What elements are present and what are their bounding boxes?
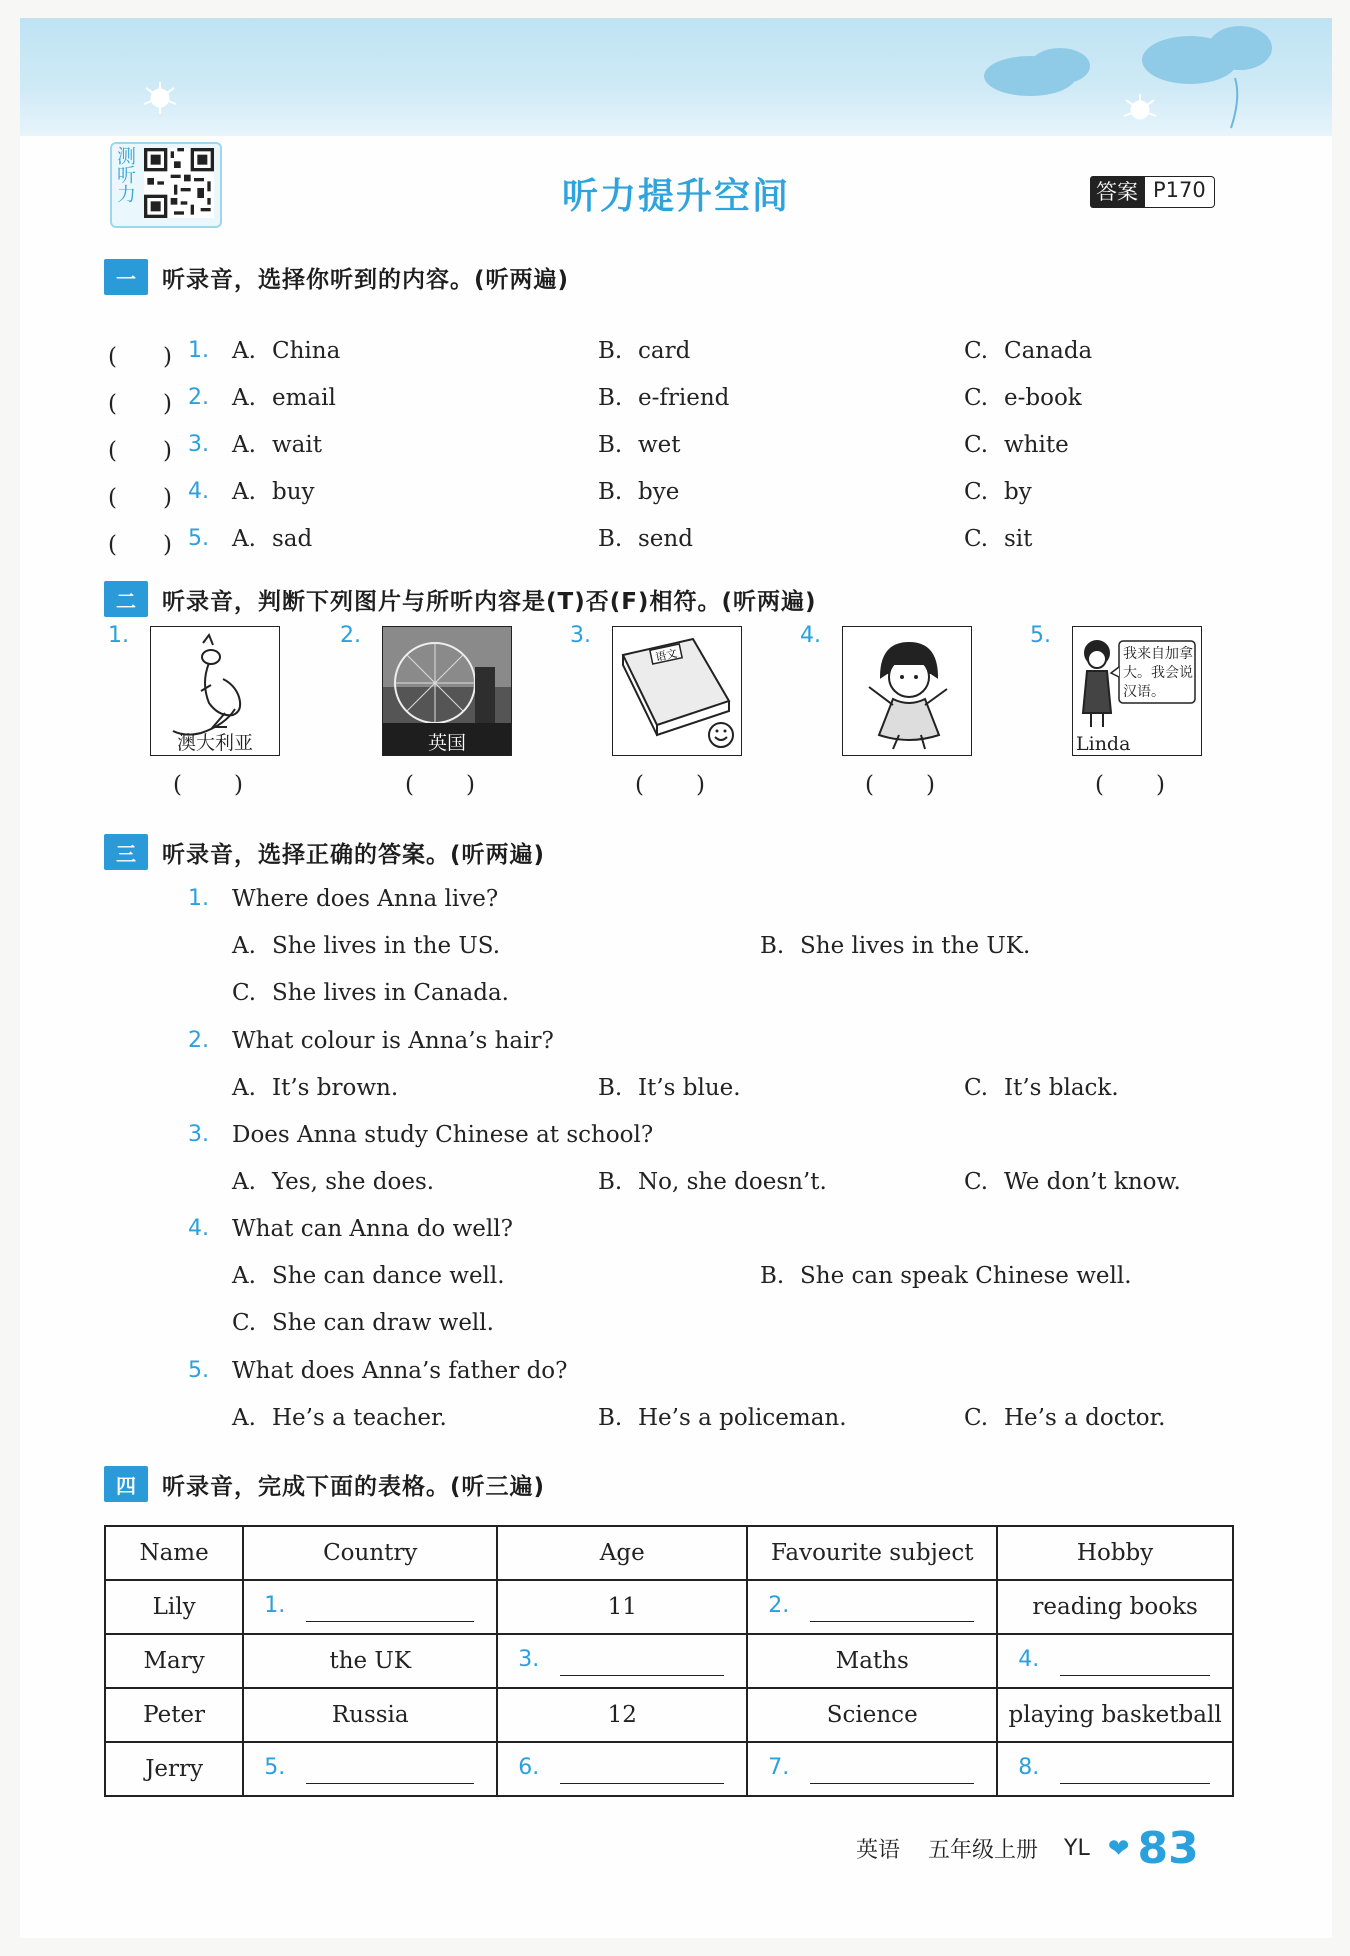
option-letter: B. xyxy=(598,1169,623,1195)
option-text: sit xyxy=(1004,526,1033,552)
option-b[interactable] xyxy=(598,526,693,552)
answer-paren[interactable]: ( ) xyxy=(108,485,172,511)
option-c[interactable] xyxy=(964,338,1092,364)
picture-4-number: 4. xyxy=(800,623,821,648)
cell-subject: Science xyxy=(747,1688,997,1742)
picture-5-answer-paren[interactable]: ( ) xyxy=(1095,772,1167,798)
cell-name: Lily xyxy=(105,1580,243,1634)
picture-3-answer-paren[interactable]: ( ) xyxy=(635,772,707,798)
banner-illustration xyxy=(20,18,1332,136)
cell-age: 11 xyxy=(497,1580,747,1634)
question-number: 4. xyxy=(188,479,209,504)
option-a[interactable] xyxy=(232,479,315,505)
option-letter: C. xyxy=(964,432,989,458)
option-text: white xyxy=(1004,432,1069,458)
footer-edition: YL xyxy=(1064,1836,1090,1861)
option-text: buy xyxy=(272,479,315,505)
option-text: send xyxy=(638,526,693,552)
option-text: No, she doesn’t. xyxy=(638,1169,827,1195)
picture-3-book xyxy=(612,626,742,756)
option-letter: C. xyxy=(964,1169,989,1195)
option-letter: B. xyxy=(598,432,623,458)
option-c[interactable] xyxy=(964,1405,1165,1431)
picture-2-caption: 英国 xyxy=(427,732,466,754)
option-c[interactable] xyxy=(964,1075,1119,1101)
answer-paren[interactable]: ( ) xyxy=(108,532,172,558)
footer-grade: 五年级上册 xyxy=(928,1838,1039,1863)
cell-age: 12 xyxy=(497,1688,747,1742)
cell-hobby: playing basketball xyxy=(997,1688,1233,1742)
option-text: She lives in the US. xyxy=(272,933,501,959)
section-4-number: 四 xyxy=(104,1466,148,1502)
section-4-instruction: 听录音，完成下面的表格。(听三遍) xyxy=(162,1473,546,1500)
answer-line[interactable] xyxy=(810,1783,974,1784)
table-row xyxy=(105,1634,1233,1688)
blank-number: 8. xyxy=(1018,1755,1040,1780)
cell-name: Mary xyxy=(105,1634,243,1688)
option-letter: A. xyxy=(232,338,256,364)
option-letter: B. xyxy=(598,1075,623,1101)
option-letter: B. xyxy=(760,933,785,959)
option-letter: C. xyxy=(964,479,989,505)
cell-age-blank[interactable] xyxy=(497,1742,747,1796)
option-text: bye xyxy=(638,479,680,505)
question-text: Does Anna study Chinese at school? xyxy=(232,1122,654,1148)
header-favourite-subject: Favourite subject xyxy=(747,1526,997,1580)
answer-reference xyxy=(1090,176,1215,208)
option-text: He’s a policeman. xyxy=(638,1405,847,1431)
picture-1-number: 1. xyxy=(108,623,129,648)
section-4-header xyxy=(104,1465,545,1503)
option-letter: B. xyxy=(598,526,623,552)
section-2-number: 二 xyxy=(104,581,148,617)
section-2-header xyxy=(104,580,816,618)
header-name: Name xyxy=(105,1526,243,1580)
option-letter: A. xyxy=(232,432,256,458)
cell-country-blank[interactable] xyxy=(243,1580,497,1634)
option-letter: A. xyxy=(232,385,256,411)
option-letter: C. xyxy=(232,1310,257,1336)
option-b[interactable] xyxy=(598,385,729,411)
section-1-instruction: 听录音，选择你听到的内容。(听两遍) xyxy=(162,266,570,293)
option-letter: C. xyxy=(964,1075,989,1101)
question-number: 2. xyxy=(188,385,209,410)
option-b[interactable] xyxy=(760,1263,1132,1289)
question-number: 5. xyxy=(188,526,209,551)
cell-name: Jerry xyxy=(105,1742,243,1796)
picture-2-answer-paren[interactable]: ( ) xyxy=(405,772,477,798)
question-number: 1. xyxy=(188,338,209,363)
option-a[interactable] xyxy=(232,432,322,458)
answer-label: 答案 xyxy=(1090,176,1144,208)
option-text: e-friend xyxy=(638,385,730,411)
answer-line[interactable] xyxy=(306,1621,474,1622)
option-letter: C. xyxy=(964,526,989,552)
option-text: It’s blue. xyxy=(638,1075,741,1101)
footer-subject: 英语 xyxy=(856,1838,901,1863)
blank-number: 7. xyxy=(768,1755,790,1780)
picture-1-answer-paren[interactable]: ( ) xyxy=(173,772,245,798)
page-title: 听力提升空间 xyxy=(561,176,790,217)
answer-page: P170 xyxy=(1144,176,1215,208)
table-header-row xyxy=(105,1526,1233,1580)
cell-subject-blank[interactable] xyxy=(747,1580,997,1634)
section-3-header xyxy=(104,833,545,871)
option-a[interactable] xyxy=(232,526,312,552)
cell-country: the UK xyxy=(243,1634,497,1688)
cell-hobby-blank[interactable] xyxy=(997,1742,1233,1796)
table-row xyxy=(105,1742,1233,1796)
option-letter: A. xyxy=(232,1263,256,1289)
answer-paren[interactable]: ( ) xyxy=(108,344,172,370)
header-banner xyxy=(20,18,1332,136)
option-c[interactable] xyxy=(232,1310,494,1336)
question-number: 2. xyxy=(188,1028,209,1053)
answer-line[interactable] xyxy=(1060,1783,1210,1784)
book-label: 语文 xyxy=(654,646,679,665)
option-letter: A. xyxy=(232,526,256,552)
option-text: card xyxy=(638,338,691,364)
option-c[interactable] xyxy=(964,432,1069,458)
worksheet-page xyxy=(20,18,1332,1938)
blank-number: 6. xyxy=(518,1755,540,1780)
cell-name: Peter xyxy=(105,1688,243,1742)
qr-label: 测听力 xyxy=(114,146,136,203)
table-row xyxy=(105,1688,1233,1742)
picture-5-speech-bubble: 我来自加拿大。我会说汉语。 xyxy=(1123,646,1193,700)
option-text: It’s brown. xyxy=(272,1075,399,1101)
option-text: He’s a doctor. xyxy=(1004,1405,1166,1431)
picture-5-number: 5. xyxy=(1030,623,1051,648)
option-a[interactable] xyxy=(232,1405,447,1431)
picture-4-girl xyxy=(842,626,972,756)
answer-line[interactable] xyxy=(560,1783,724,1784)
option-letter: C. xyxy=(232,980,257,1006)
option-a[interactable] xyxy=(232,1075,398,1101)
picture-1-caption: 澳大利亚 xyxy=(176,732,253,754)
option-a[interactable] xyxy=(232,338,340,364)
section-1-header xyxy=(104,258,569,296)
option-c[interactable] xyxy=(964,385,1082,411)
option-text: She can speak Chinese well. xyxy=(800,1263,1132,1289)
section-3-instruction: 听录音，选择正确的答案。(听两遍) xyxy=(162,841,546,868)
header-country: Country xyxy=(243,1526,497,1580)
cell-subject: Maths xyxy=(747,1634,997,1688)
option-letter: A. xyxy=(232,1405,256,1431)
option-text: He’s a teacher. xyxy=(272,1405,447,1431)
header-age: Age xyxy=(497,1526,747,1580)
answer-paren[interactable]: ( ) xyxy=(108,438,172,464)
question-number: 3. xyxy=(188,1122,209,1147)
question-number: 3. xyxy=(188,432,209,457)
option-text: She can dance well. xyxy=(272,1263,505,1289)
option-text: It’s black. xyxy=(1004,1075,1119,1101)
option-letter: A. xyxy=(232,1075,256,1101)
section-1-number: 一 xyxy=(104,259,148,295)
option-c[interactable] xyxy=(964,526,1032,552)
girl-icon xyxy=(843,627,971,755)
cell-hobby: reading books xyxy=(997,1580,1233,1634)
question-text: What colour is Anna’s hair? xyxy=(232,1028,554,1054)
option-letter: B. xyxy=(760,1263,785,1289)
cell-country: Russia xyxy=(243,1688,497,1742)
option-letter: B. xyxy=(598,338,623,364)
section-2-instruction: 听录音，判断下列图片与所听内容是(T)否(F)相符。(听两遍) xyxy=(162,588,817,615)
option-c[interactable] xyxy=(232,980,509,1006)
info-table xyxy=(104,1525,1234,1797)
option-text: sad xyxy=(272,526,313,552)
option-a[interactable] xyxy=(232,1169,434,1195)
option-a[interactable] xyxy=(232,1263,505,1289)
blank-number: 4. xyxy=(1018,1647,1040,1672)
option-letter: C. xyxy=(964,385,989,411)
option-letter: C. xyxy=(964,338,989,364)
option-b[interactable] xyxy=(598,479,679,505)
picture-5-linda xyxy=(1072,626,1202,756)
blank-number: 3. xyxy=(518,1647,540,1672)
option-c[interactable] xyxy=(964,1169,1181,1195)
question-number: 5. xyxy=(188,1358,209,1383)
option-text: wait xyxy=(272,432,322,458)
cell-hobby-blank[interactable] xyxy=(997,1634,1233,1688)
picture-2-number: 2. xyxy=(340,623,361,648)
picture-2-ferris-wheel xyxy=(382,626,512,756)
blank-number: 1. xyxy=(264,1593,286,1618)
question-number: 1. xyxy=(188,886,209,911)
option-letter: A. xyxy=(232,479,256,505)
option-b[interactable] xyxy=(598,432,681,458)
option-letter: B. xyxy=(598,479,623,505)
book-icon xyxy=(613,627,741,755)
question-text: What does Anna’s father do? xyxy=(232,1358,568,1384)
cell-subject-blank[interactable] xyxy=(747,1742,997,1796)
blank-number: 2. xyxy=(768,1593,790,1618)
option-text: wet xyxy=(638,432,681,458)
option-text: She lives in the UK. xyxy=(800,933,1031,959)
question-number: 4. xyxy=(188,1216,209,1241)
option-b[interactable] xyxy=(760,933,1030,959)
option-letter: A. xyxy=(232,1169,256,1195)
blank-number: 5. xyxy=(264,1755,286,1780)
option-text: She can draw well. xyxy=(272,1310,494,1336)
option-c[interactable] xyxy=(964,479,1032,505)
option-a[interactable] xyxy=(232,933,500,959)
page-footer xyxy=(856,1823,1199,1874)
answer-paren[interactable]: ( ) xyxy=(108,391,172,417)
option-text: email xyxy=(272,385,336,411)
picture-3-number: 3. xyxy=(570,623,591,648)
option-text: China xyxy=(272,338,341,364)
option-text: She lives in Canada. xyxy=(272,980,509,1006)
question-text: Where does Anna live? xyxy=(232,886,499,912)
option-b[interactable] xyxy=(598,1405,847,1431)
option-text: Canada xyxy=(1004,338,1093,364)
picture-5-caption: Linda xyxy=(1076,733,1131,755)
option-b[interactable] xyxy=(598,1169,827,1195)
option-text: Yes, she does. xyxy=(272,1169,435,1195)
option-letter: A. xyxy=(232,933,256,959)
header-hobby: Hobby xyxy=(997,1526,1233,1580)
answer-line[interactable] xyxy=(306,1783,474,1784)
option-b[interactable] xyxy=(598,1075,741,1101)
option-a[interactable] xyxy=(232,385,336,411)
page-number: 83 xyxy=(1137,1823,1199,1874)
answer-line[interactable] xyxy=(810,1621,974,1622)
heart-icon: ❤ xyxy=(1107,1833,1130,1864)
option-text: e-book xyxy=(1004,385,1082,411)
option-text: by xyxy=(1004,479,1032,505)
cell-age-blank[interactable] xyxy=(497,1634,747,1688)
option-text: We don’t know. xyxy=(1004,1169,1181,1195)
option-letter: B. xyxy=(598,1405,623,1431)
section-3-number: 三 xyxy=(104,834,148,870)
table-row xyxy=(105,1580,1233,1634)
answer-line[interactable] xyxy=(1060,1675,1210,1676)
option-b[interactable] xyxy=(598,338,690,364)
question-text: What can Anna do well? xyxy=(232,1216,513,1242)
option-letter: B. xyxy=(598,385,623,411)
answer-line[interactable] xyxy=(560,1675,724,1676)
option-letter: C. xyxy=(964,1405,989,1431)
picture-4-answer-paren[interactable]: ( ) xyxy=(865,772,937,798)
picture-1-kangaroo xyxy=(150,626,280,756)
cell-country-blank[interactable] xyxy=(243,1742,497,1796)
